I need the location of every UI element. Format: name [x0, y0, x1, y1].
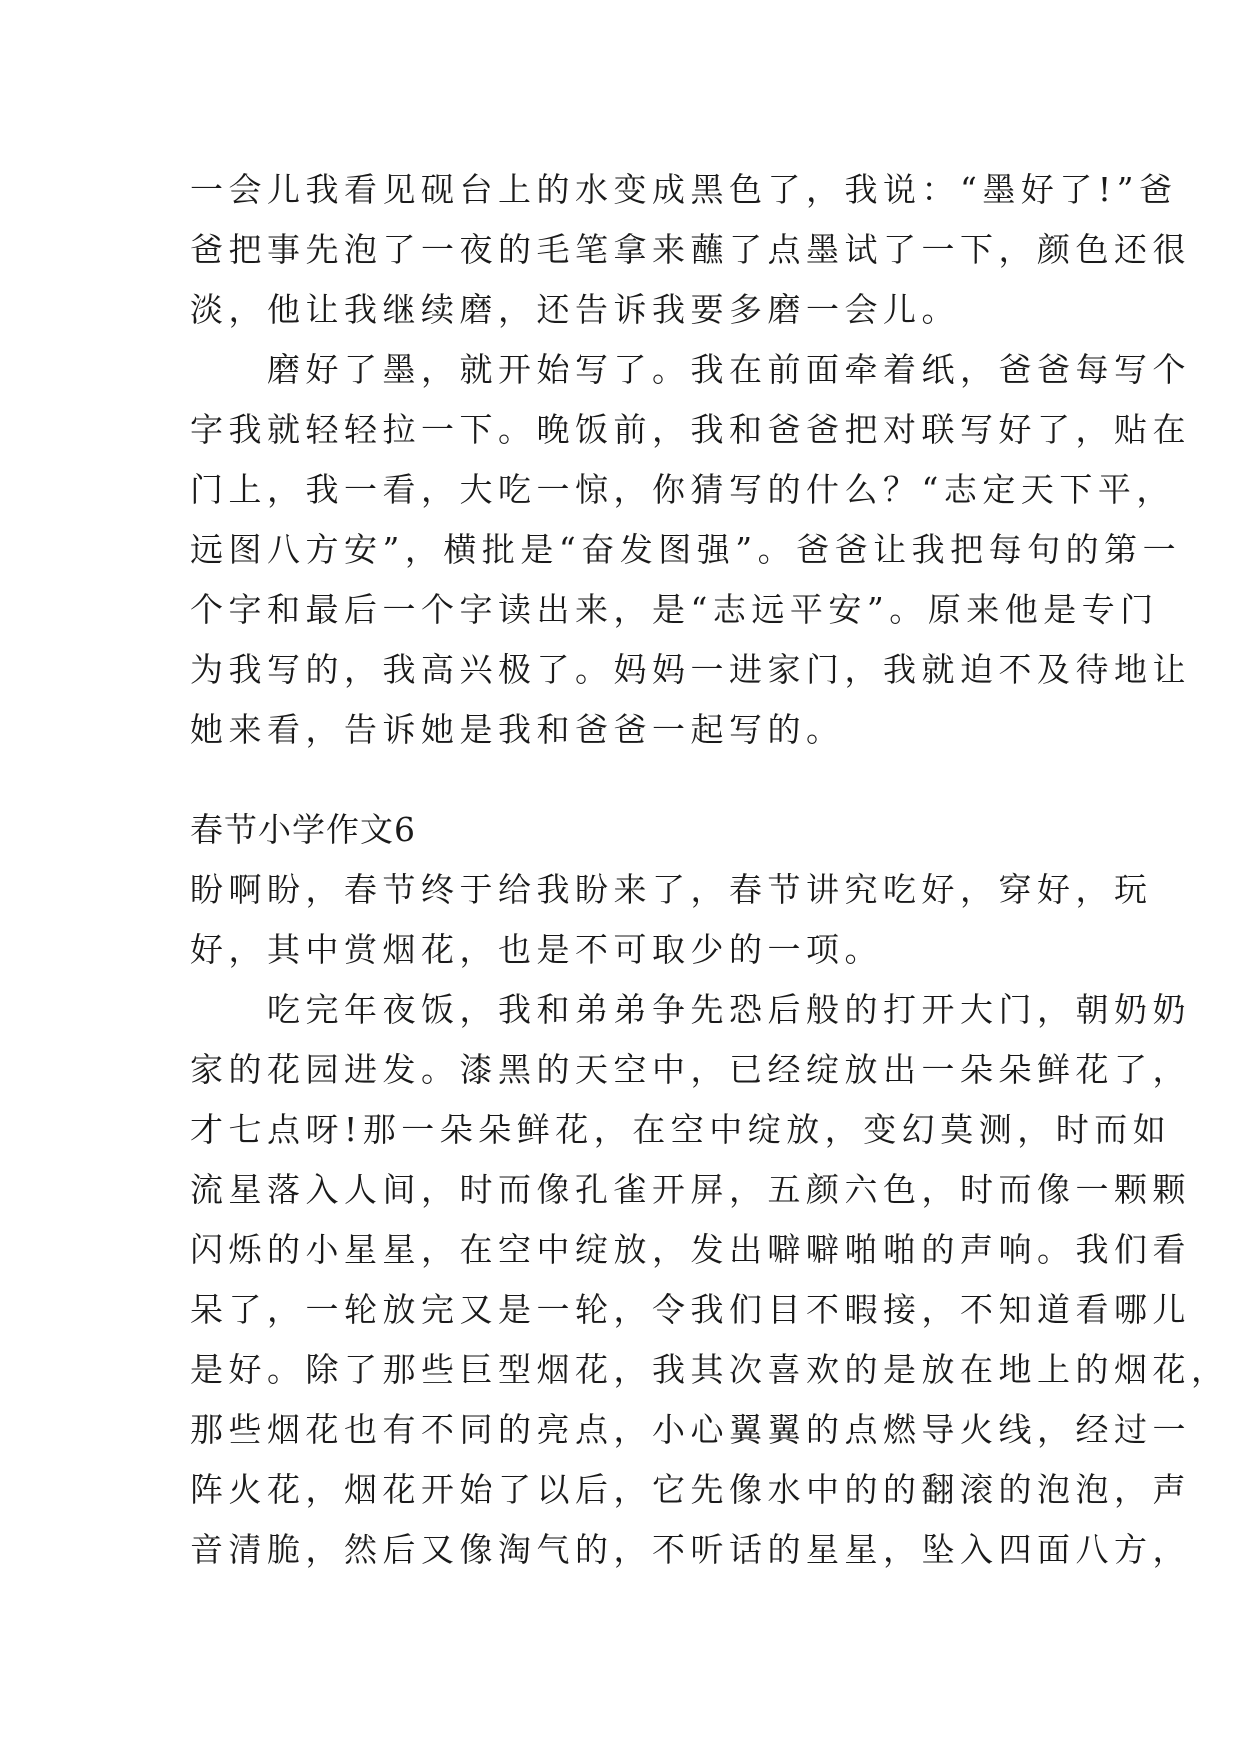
text-line: 阵火花，烟花开始了以后，它先像水中的的翻滚的泡泡，声 — [190, 1470, 1191, 1509]
text-line: 家的花园进发。漆黑的天空中，已经绽放出一朵朵鲜花了， — [190, 1050, 1191, 1089]
text-line: 吃完年夜饭，我和弟弟争先恐后般的打开大门，朝奶奶 — [190, 990, 1191, 1029]
text-line: 为我写的，我高兴极了。妈妈一进家门，我就迫不及待地让 — [190, 650, 1191, 689]
text-line: 那些烟花也有不同的亮点，小心翼翼的点燃导火线，经过一 — [190, 1410, 1191, 1449]
text-line: 一会儿我看见砚台上的水变成黑色了，我说：“墨好了!”爸 — [190, 170, 1178, 209]
text-line: 盼啊盼，春节终于给我盼来了，春节讲究吃好，穿好，玩 — [190, 870, 1153, 909]
text-line: 是好。除了那些巨型烟花，我其次喜欢的是放在地上的烟花， — [190, 1350, 1230, 1389]
text-line: 磨好了墨，就开始写了。我在前面牵着纸，爸爸每写个 — [190, 350, 1191, 389]
text-line: 呆了，一轮放完又是一轮，令我们目不暇接，不知道看哪儿 — [190, 1290, 1191, 1329]
text-line: 远图八方安”，横批是“奋发图强”。爸爸让我把每句的第一 — [190, 530, 1182, 569]
text-line: 门上，我一看，大吃一惊，你猜写的什么？“志定天下平， — [190, 470, 1175, 509]
text-line: 爸把事先泡了一夜的毛笔拿来蘸了点墨试了一下，颜色还很 — [190, 230, 1191, 269]
text-line: 个字和最后一个字读出来，是“志远平安”。原来他是专门 — [190, 590, 1159, 629]
text-line: 淡，他让我继续磨，还告诉我要多磨一会儿。 — [190, 290, 960, 329]
paragraph-1 — [190, 160, 1191, 340]
paragraph-4 — [190, 980, 1230, 1580]
text-line: 才七点呀!那一朵朵鲜花，在空中绽放，变幻莫测，时而如 — [190, 1110, 1172, 1149]
text-line: 好，其中赏烟花，也是不可取少的一项。 — [190, 930, 883, 969]
text-line: 闪烁的小星星，在空中绽放，发出噼噼啪啪的声响。我们看 — [190, 1230, 1191, 1269]
text-line: 字我就轻轻拉一下。晚饭前，我和爸爸把对联写好了，贴在 — [190, 410, 1191, 449]
text-line: 她来看，告诉她是我和爸爸一起写的。 — [190, 710, 845, 749]
paragraph-3 — [190, 860, 1153, 980]
text-line: 流星落入人间，时而像孔雀开屏，五颜六色，时而像一颗颗 — [190, 1170, 1191, 1209]
document-page — [190, 160, 1230, 1580]
paragraph-2 — [190, 340, 1191, 760]
text-line: 音清脆，然后又像淘气的，不听话的星星，坠入四面八方， — [190, 1530, 1191, 1569]
section-heading: 春节小学作文6 — [190, 810, 416, 849]
